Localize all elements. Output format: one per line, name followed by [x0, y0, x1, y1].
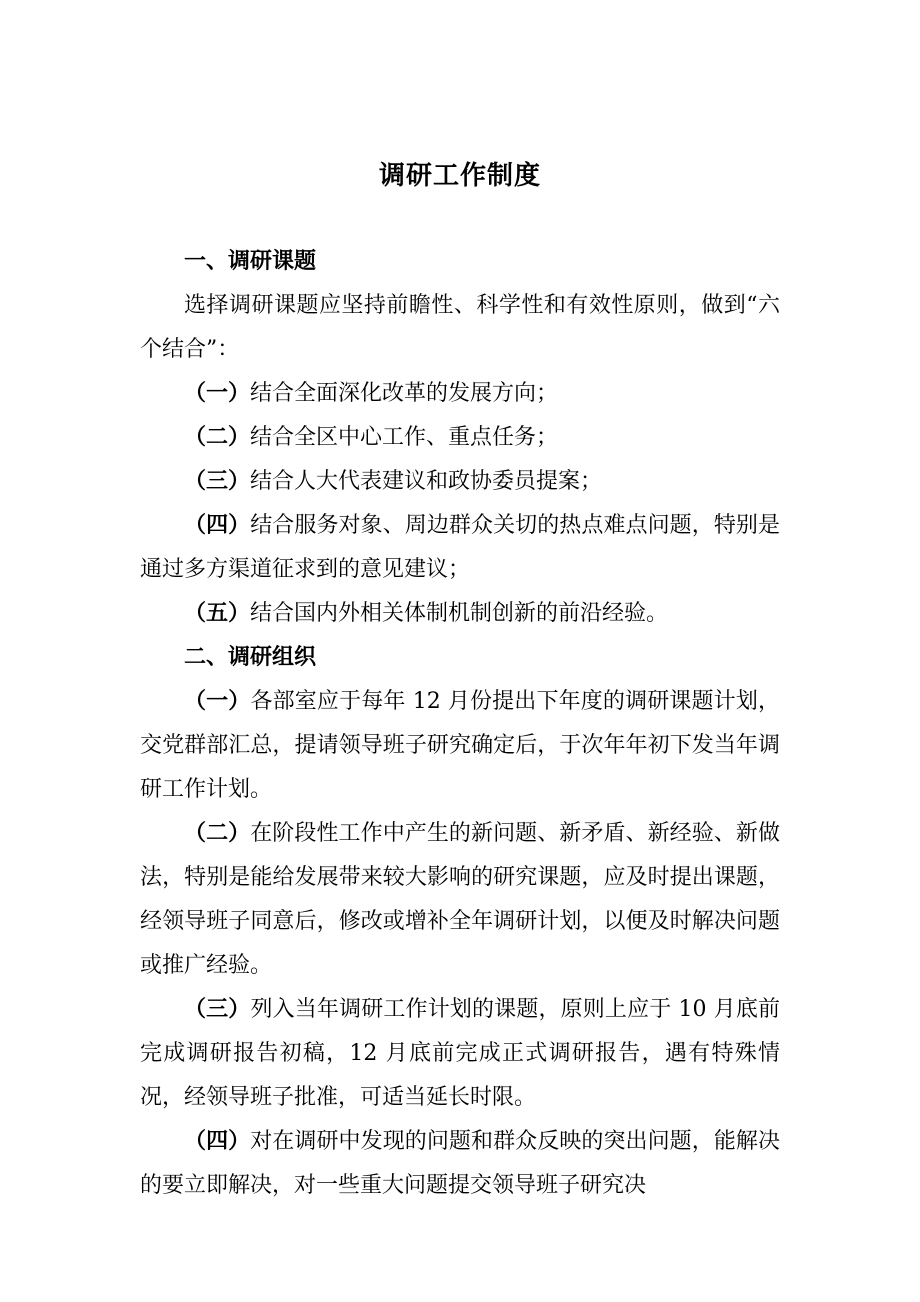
item-number: （一） [184, 689, 251, 714]
organization-item-2 [140, 812, 780, 988]
topics-item-5 [140, 592, 780, 636]
organization-item-1 [140, 680, 780, 812]
item-text: 对在调研中发现的问题和群众反映的突出问题，能解决的要立即解决，对一些重大问题提交领导班子研究决 [140, 1129, 780, 1198]
item-text: 结合服务对象、周边群众关切的热点难点问题，特别是通过多方渠道征求到的意见建议； [140, 513, 780, 582]
topics-item-3 [140, 460, 780, 504]
topics-item-2 [140, 416, 780, 460]
item-text: 结合全区中心工作、重点任务； [250, 425, 559, 450]
item-number: （五） [184, 601, 251, 626]
organization-item-4 [140, 1120, 780, 1208]
section-heading-topics: 一、调研课题 [184, 249, 317, 274]
topics-item-1 [140, 372, 780, 416]
topics-intro-paragraph: 选择调研课题应坚持前瞻性、科学性和有效性原则，做到“六个结合”： [140, 293, 780, 362]
item-text: 列入当年调研工作计划的课题，原则上应于 10 月底前完成调研报告初稿，12 月底前完成正式调研报告，遇有特殊情况，经领导班子批准，可适当延长时限。 [140, 997, 780, 1110]
item-number: （二） [184, 821, 251, 846]
item-number: （一） [184, 381, 251, 406]
item-number: （二） [184, 425, 251, 450]
document-title: 调研工作制度 [378, 161, 541, 191]
item-text: 结合全面深化改革的发展方向； [250, 381, 559, 406]
organization-item-3 [140, 988, 780, 1120]
item-text: 结合人大代表建议和政协委员提案； [250, 469, 603, 494]
item-text: 结合国内外相关体制机制创新的前沿经验。 [250, 601, 669, 626]
item-number: （三） [184, 997, 251, 1022]
item-number: （三） [184, 469, 251, 494]
topics-item-4 [140, 504, 780, 592]
section-heading-organization: 二、调研组织 [184, 645, 317, 670]
item-number: （四） [184, 1129, 251, 1154]
item-text: 在阶段性工作中产生的新问题、新矛盾、新经验、新做法，特别是能给发展带来较大影响的研究课题，应及时提出课题，经领导班子同意后，修改或增补全年调研计划，以便及时解决问题或推广经验。 [140, 821, 780, 978]
item-text: 各部室应于每年 12 月份提出下年度的调研课题计划，交党群部汇总，提请领导班子研究确定后，于次年年初下发当年调研工作计划。 [140, 689, 780, 802]
item-number: （四） [184, 513, 251, 538]
document-body [140, 240, 780, 1208]
